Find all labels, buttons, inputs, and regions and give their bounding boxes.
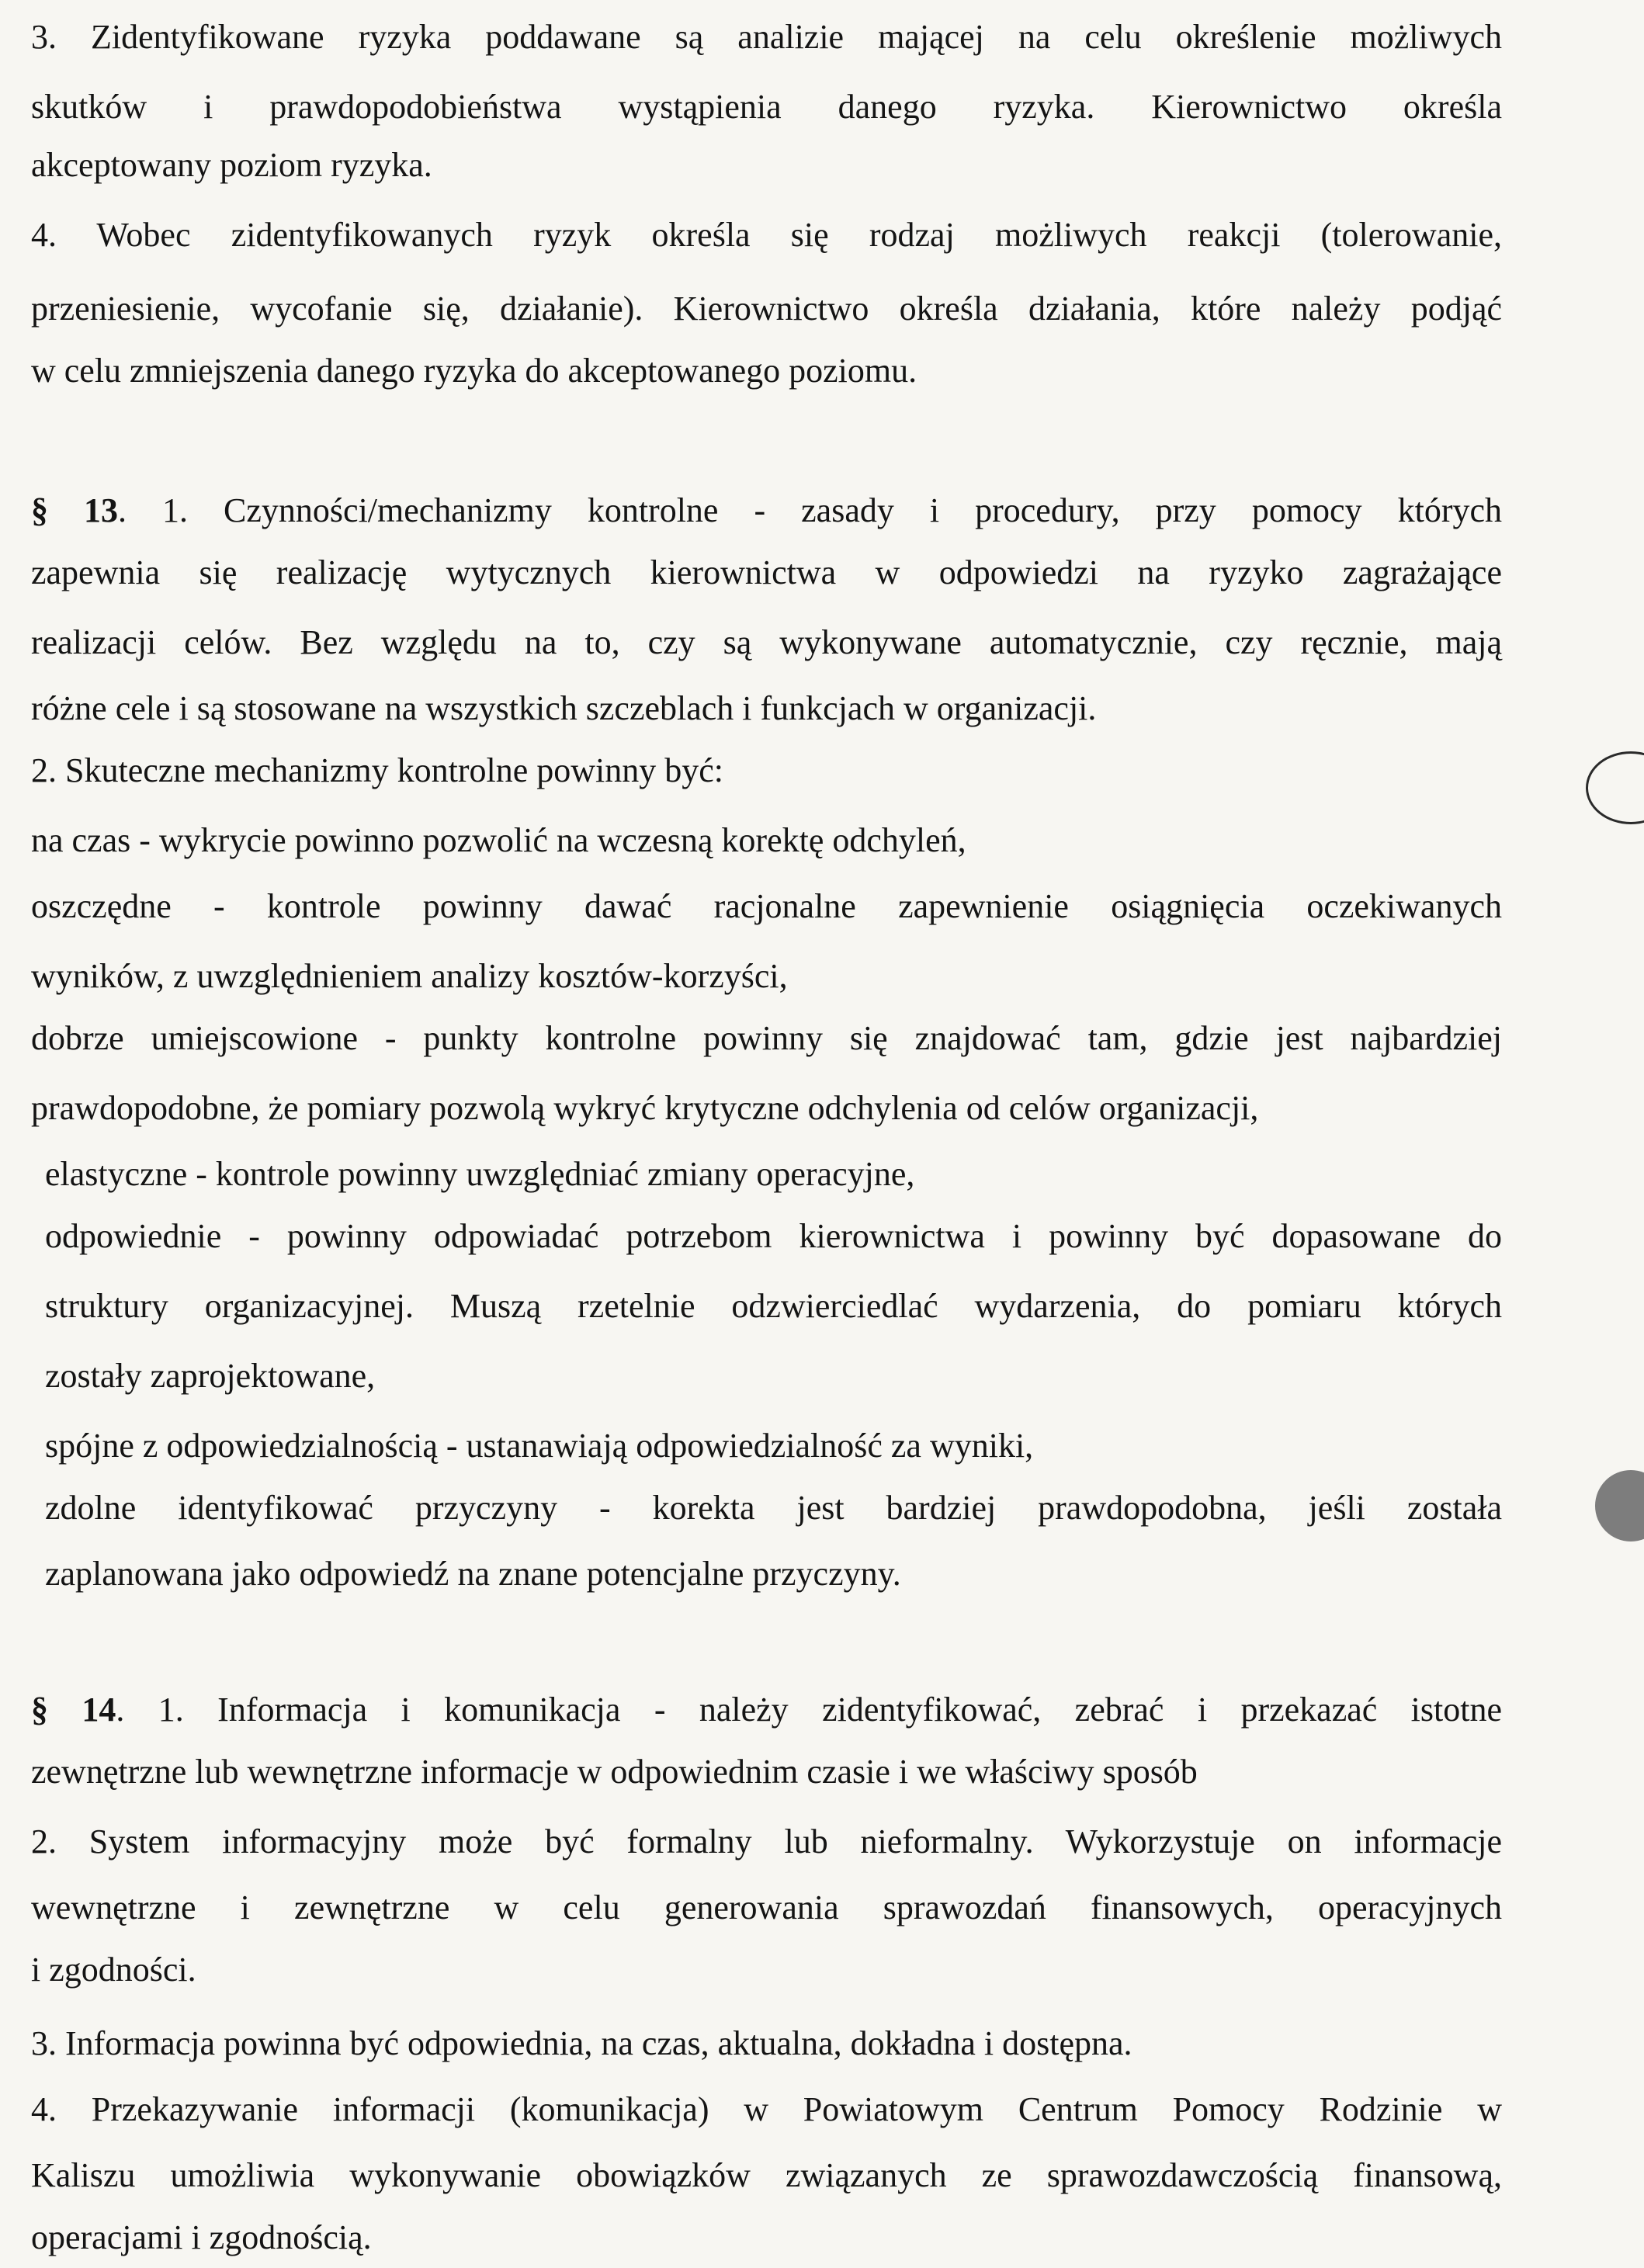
punch-hole-icon <box>1595 1470 1644 1541</box>
text-line: zewnętrzne lub wewnętrzne informacje w odpowiednim czasie i we właściwy sposób <box>31 1753 1198 1791</box>
text-line: i zgodności. <box>31 1951 196 1989</box>
text-line: 3. Informacja powinna być odpowiednia, na czas, aktualna, dokładna i dostępna. <box>31 2024 1132 2062</box>
text-line: w celu zmniejszenia danego ryzyka do akceptowanego poziomu. <box>31 352 917 390</box>
section-13-line: § 13. 1. Czynności/mechanizmy kontrolne - zasady i procedury, przy pomocy których <box>31 491 1502 529</box>
text-line: struktury organizacyjnej. Muszą rzetelnie odzwierciedlać wydarzenia, do pomiaru których <box>45 1287 1502 1325</box>
text-line: 4. Przekazywanie informacji (komunikacja) w Powiatowym Centrum Pomocy Rodzinie w <box>31 2090 1502 2128</box>
text-line: wewnętrzne i zewnętrzne w celu generowania sprawozdań finansowych, operacyjnych <box>31 1888 1502 1926</box>
text-line: dobrze umiejscowione - punkty kontrolne powinny się znajdować tam, gdzie jest najbardziej <box>31 1019 1502 1057</box>
section-label: § 13 <box>31 491 119 529</box>
text-line: prawdopodobne, że pomiary pozwolą wykryć krytyczne odchylenia od celów organizacji, <box>31 1089 1259 1127</box>
text-line: wyników, z uwzględnieniem analizy kosztów-korzyści, <box>31 957 788 995</box>
text-line: Kaliszu umożliwia wykonywanie obowiązków związanych ze sprawozdawczością finansową, <box>31 2156 1502 2194</box>
section-label: § 14 <box>31 1691 116 1729</box>
text-line: 1. Czynności/mechanizmy kontrolne - zasady i procedury, przy pomocy których <box>162 491 1502 529</box>
text-line: 4. Wobec zidentyfikowanych ryzyk określa się rodzaj możliwych reakcji (tolerowanie, <box>31 216 1502 254</box>
text-line: na czas - wykrycie powinno pozwolić na wczesną korektę odchyleń, <box>31 821 966 859</box>
text-line: oszczędne - kontrole powinny dawać racjonalne zapewnienie osiągnięcia oczekiwanych <box>31 887 1502 925</box>
text-line: zapewnia się realizację wytycznych kierownictwa w odpowiedzi na ryzyko zagrażające <box>31 553 1502 591</box>
text-line: akceptowany poziom ryzyka. <box>31 146 432 184</box>
text-line: zdolne identyfikować przyczyny - korekta jest bardziej prawdopodobna, jeśli została <box>45 1489 1502 1527</box>
text-line: operacjami i zgodnością. <box>31 2218 372 2256</box>
section-14-line: § 14. 1. Informacja i komunikacja - należy zidentyfikować, zebrać i przekazać istotne <box>31 1691 1502 1729</box>
text-line: zostały zaprojektowane, <box>45 1357 376 1395</box>
text-line: 1. Informacja i komunikacja - należy zidentyfikować, zebrać i przekazać istotne <box>158 1691 1502 1729</box>
text-line: skutków i prawdopodobieństwa wystąpienia danego ryzyka. Kierownictwo określa <box>31 88 1502 126</box>
text-line: spójne z odpowiedzialnością - ustanawiają odpowiedzialność za wyniki, <box>45 1427 1034 1465</box>
text-line: 2. System informacyjny może być formalny lub nieformalny. Wykorzystuje on informacje <box>31 1822 1502 1861</box>
text-line: 2. Skuteczne mechanizmy kontrolne powinny być: <box>31 751 723 789</box>
text-line: 3. Zidentyfikowane ryzyka poddawane są analizie mającej na celu określenie możliwych <box>31 18 1502 56</box>
text-line: odpowiednie - powinny odpowiadać potrzebom kierownictwa i powinny być dopasowane do <box>45 1217 1502 1255</box>
text-line: elastyczne - kontrole powinny uwzględniać zmiany operacyjne, <box>45 1155 915 1193</box>
text-line: realizacji celów. Bez względu na to, czy są wykonywane automatycznie, czy ręcznie, mają <box>31 623 1502 661</box>
punch-hole-icon <box>1586 751 1644 824</box>
text-line: różne cele i są stosowane na wszystkich szczeblach i funkcjach w organizacji. <box>31 689 1097 727</box>
text-line: przeniesienie, wycofanie się, działanie). Kierownictwo określa działania, które należy podjąć <box>31 290 1502 328</box>
text-line: zaplanowana jako odpowiedź na znane potencjalne przyczyny. <box>45 1555 901 1593</box>
